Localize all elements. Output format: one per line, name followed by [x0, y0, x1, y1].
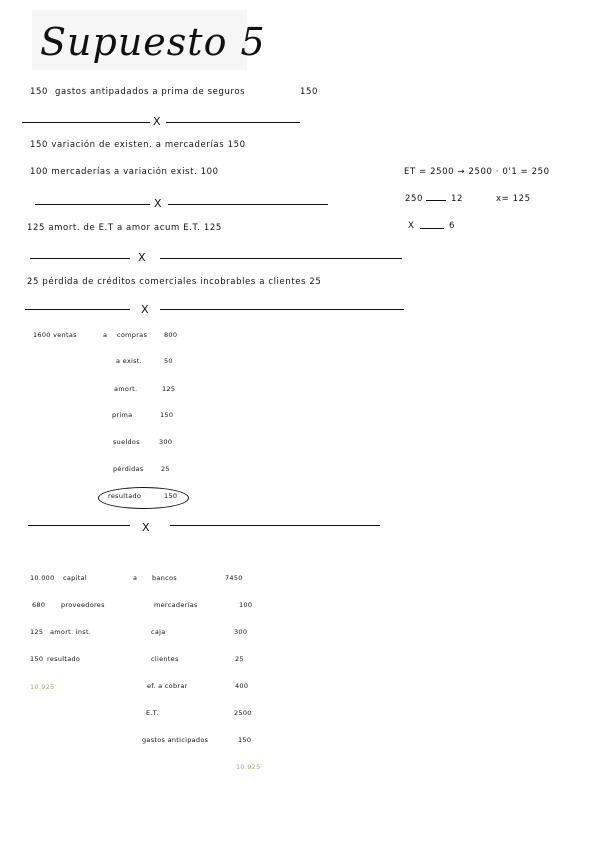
closing-credit-label: a exist.: [116, 357, 142, 365]
closing-debit: 1600 ventas: [33, 331, 77, 339]
balance-credit-amount: 400: [235, 682, 249, 690]
separator-line: [25, 309, 130, 310]
balance-credit-amount: 300: [234, 628, 248, 636]
closing-credit-amount: 800: [164, 331, 178, 339]
balance-credit-amount: 7450: [225, 574, 243, 582]
balance-credit-label: bancos: [152, 574, 177, 582]
balance-debit-amount: 125: [30, 628, 44, 636]
closing-credit-amount: 25: [161, 465, 170, 473]
separator-mark: X: [141, 303, 149, 316]
closing-credit-amount: 150: [164, 492, 178, 500]
balance-credit-amount: 2500: [234, 709, 252, 717]
closing-credit-amount: 125: [162, 385, 176, 393]
entry-4-text: 125 amort. de E.T a amor acum E.T. 125: [27, 223, 222, 233]
calc-value-a: 250: [405, 194, 424, 204]
separator-line: [166, 122, 300, 123]
calc-value-b: 12: [451, 194, 464, 204]
balance-debit-label: amort. inst.: [50, 628, 92, 636]
entry-1-amount: 150: [30, 87, 49, 97]
separator-line: [160, 258, 402, 259]
closing-credit-label: pérdidas: [113, 465, 144, 473]
separator-line: [28, 525, 130, 526]
entry-2-text: 150 variación de existen. a mercaderías 150: [30, 140, 246, 150]
balance-credit-label: caja: [151, 628, 166, 636]
closing-credit-amount: 150: [160, 411, 174, 419]
closing-credit-amount: 300: [159, 438, 173, 446]
closing-credit-label: resultado: [108, 492, 142, 500]
balance-credit-amount: 25: [235, 655, 244, 663]
calc-unknown: X: [408, 221, 415, 231]
balance-credit-total: 10.925: [236, 763, 261, 771]
entry-1-amount-right: 150: [300, 87, 319, 97]
calc-result: x= 125: [496, 194, 531, 204]
balance-debit-amount: 150: [30, 655, 44, 663]
balance-debit-total: 10.925: [30, 683, 55, 691]
separator-line: [168, 204, 328, 205]
closing-credit-label: amort.: [114, 385, 138, 393]
balance-connector: a: [133, 574, 138, 582]
entry-5-text: 25 pérdida de créditos comerciales incobrables a clientes 25: [27, 277, 322, 287]
balance-credit-label: E.T.: [146, 709, 159, 717]
calc-line-1: ET = 2500 → 2500 · 0'1 = 250: [404, 167, 550, 177]
calc-value-c: 6: [449, 221, 456, 231]
separator-mark: X: [154, 197, 162, 210]
balance-credit-amount: 100: [239, 601, 253, 609]
separator-mark: X: [142, 521, 150, 534]
separator-line: [35, 204, 150, 205]
separator-mark: X: [153, 115, 161, 128]
closing-credit-label: prima: [112, 411, 133, 419]
separator-line: [170, 525, 380, 526]
balance-debit-label: proveedores: [61, 601, 105, 609]
balance-debit-label: resultado: [47, 655, 81, 663]
closing-credit-label: sueldos: [113, 438, 140, 446]
separator-line: [160, 309, 404, 310]
separator-mark: X: [138, 251, 146, 264]
entry-1-text: gastos antipadados a prima de seguros: [55, 87, 246, 97]
balance-credit-label: ef. a cobrar: [147, 682, 188, 690]
closing-credit-label: compras: [117, 331, 148, 339]
closing-connector: a: [103, 331, 108, 339]
balance-credit-amount: 150: [238, 736, 252, 744]
page-title: Supuesto 5: [40, 20, 266, 64]
entry-3-text: 100 mercaderías a variación exist. 100: [30, 167, 219, 177]
calc-dash: [420, 228, 444, 229]
balance-credit-label: gastos anticipados: [142, 736, 209, 744]
balance-credit-label: clientes: [151, 655, 179, 663]
balance-debit-amount: 10.000: [30, 574, 55, 582]
separator-line: [22, 122, 150, 123]
calc-dash: [426, 200, 446, 201]
balance-debit-label: capital: [63, 574, 87, 582]
balance-debit-amount: 680: [32, 601, 46, 609]
separator-line: [30, 258, 130, 259]
closing-credit-amount: 50: [164, 357, 173, 365]
balance-credit-label: mercaderías: [154, 601, 198, 609]
